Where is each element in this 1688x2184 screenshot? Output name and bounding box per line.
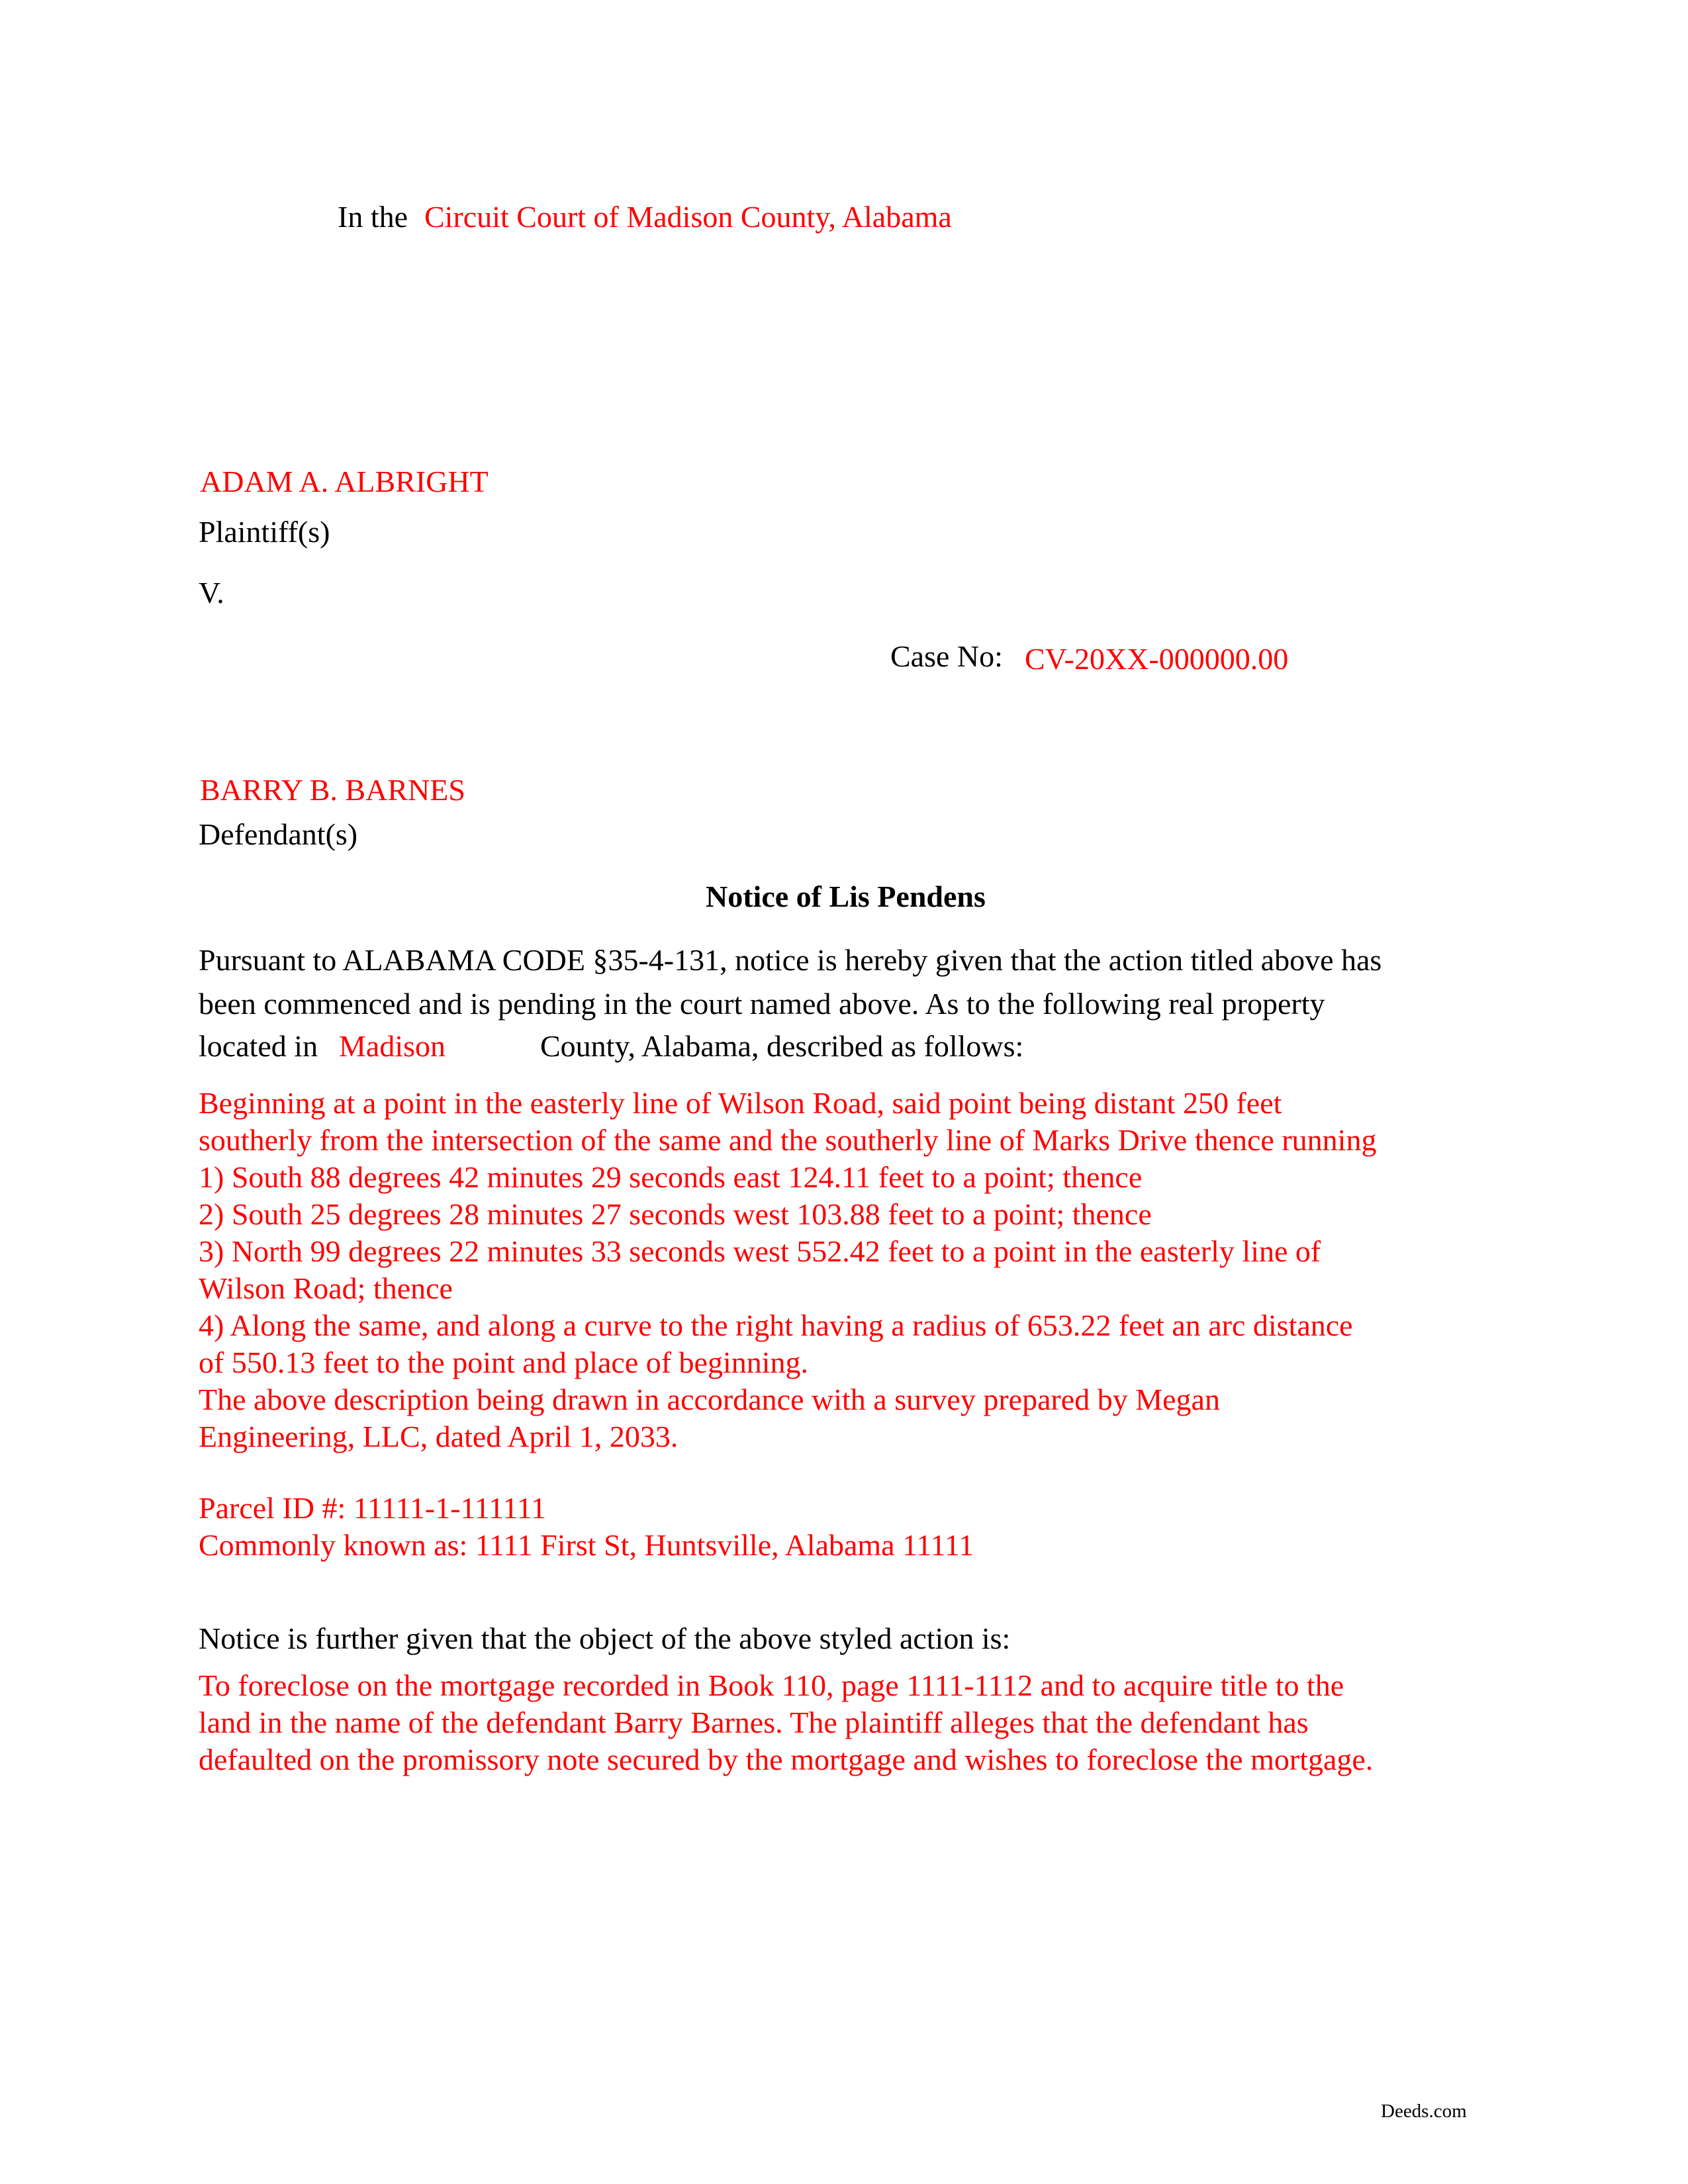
footer-brand: Deeds.com: [1381, 2101, 1467, 2122]
parcel-id: Parcel ID #: 11111-1-111111: [199, 1491, 547, 1525]
object-description-line: To foreclose on the mortgage recorded in Book 110, page 1111-1112 and to acquire title to the: [199, 1668, 1344, 1702]
defendant-name: BARRY B. BARNES: [200, 773, 465, 807]
located-suffix: County, Alabama, described as follows:: [540, 1029, 1024, 1063]
object-intro: Notice is further given that the object of the above styled action is:: [199, 1621, 1011, 1655]
case-number-label: Case No:: [890, 639, 1003, 673]
notice-intro-line: been commenced and is pending in the court named above. As to the following real property: [199, 987, 1325, 1021]
parcel-address: Commonly known as: 1111 First St, Huntsville, Alabama 11111: [199, 1528, 974, 1562]
legal-description-line: 3) North 99 degrees 22 minutes 33 seconds west 552.42 feet to a point in the easterly line of: [199, 1234, 1321, 1268]
notice-intro-line: Pursuant to ALABAMA CODE §35-4-131, notice is hereby given that the action titled above has: [199, 943, 1382, 977]
legal-description-line: The above description being drawn in accordance with a survey prepared by Megan: [199, 1383, 1220, 1416]
versus-label: V.: [199, 576, 224, 610]
object-description: [199, 1667, 1373, 1778]
legal-description-line: 4) Along the same, and along a curve to the right having a radius of 653.22 feet an arc distance: [199, 1308, 1353, 1342]
plaintiff-label: Plaintiff(s): [199, 515, 330, 549]
legal-description-line: Wilson Road; thence: [199, 1271, 453, 1305]
legal-description-line: southerly from the intersection of the same and the southerly line of Marks Drive thence running: [199, 1123, 1377, 1157]
plaintiff-name: ADAM A. ALBRIGHT: [200, 465, 489, 498]
legal-description: [199, 1085, 1376, 1455]
notice-intro: [199, 938, 1382, 1026]
court-name: Circuit Court of Madison County, Alabama: [424, 200, 952, 234]
located-prefix: located in: [199, 1029, 318, 1063]
object-description-line: defaulted on the promissory note secured by the mortgage and wishes to foreclose the mortgage.: [199, 1743, 1374, 1776]
object-description-line: land in the name of the defendant Barry Barnes. The plaintiff alleges that the defendant has: [199, 1706, 1309, 1739]
case-number-value: CV-20XX-000000.00: [1025, 642, 1289, 676]
county-name: Madison: [339, 1029, 445, 1063]
legal-description-line: Engineering, LLC, dated April 1, 2033.: [199, 1420, 679, 1453]
legal-description-line: 2) South 25 degrees 28 minutes 27 seconds west 103.88 feet to a point; thence: [199, 1197, 1152, 1231]
court-prefix: In the: [338, 200, 408, 234]
parcel-info: [199, 1490, 974, 1564]
notice-title: Notice of Lis Pendens: [706, 880, 986, 913]
defendant-label: Defendant(s): [199, 817, 358, 851]
legal-description-line: Beginning at a point in the easterly line of Wilson Road, said point being distant 250 feet: [199, 1086, 1282, 1120]
legal-description-line: 1) South 88 degrees 42 minutes 29 seconds east 124.11 feet to a point; thence: [199, 1160, 1143, 1194]
legal-description-line: of 550.13 feet to the point and place of beginning.: [199, 1345, 809, 1379]
